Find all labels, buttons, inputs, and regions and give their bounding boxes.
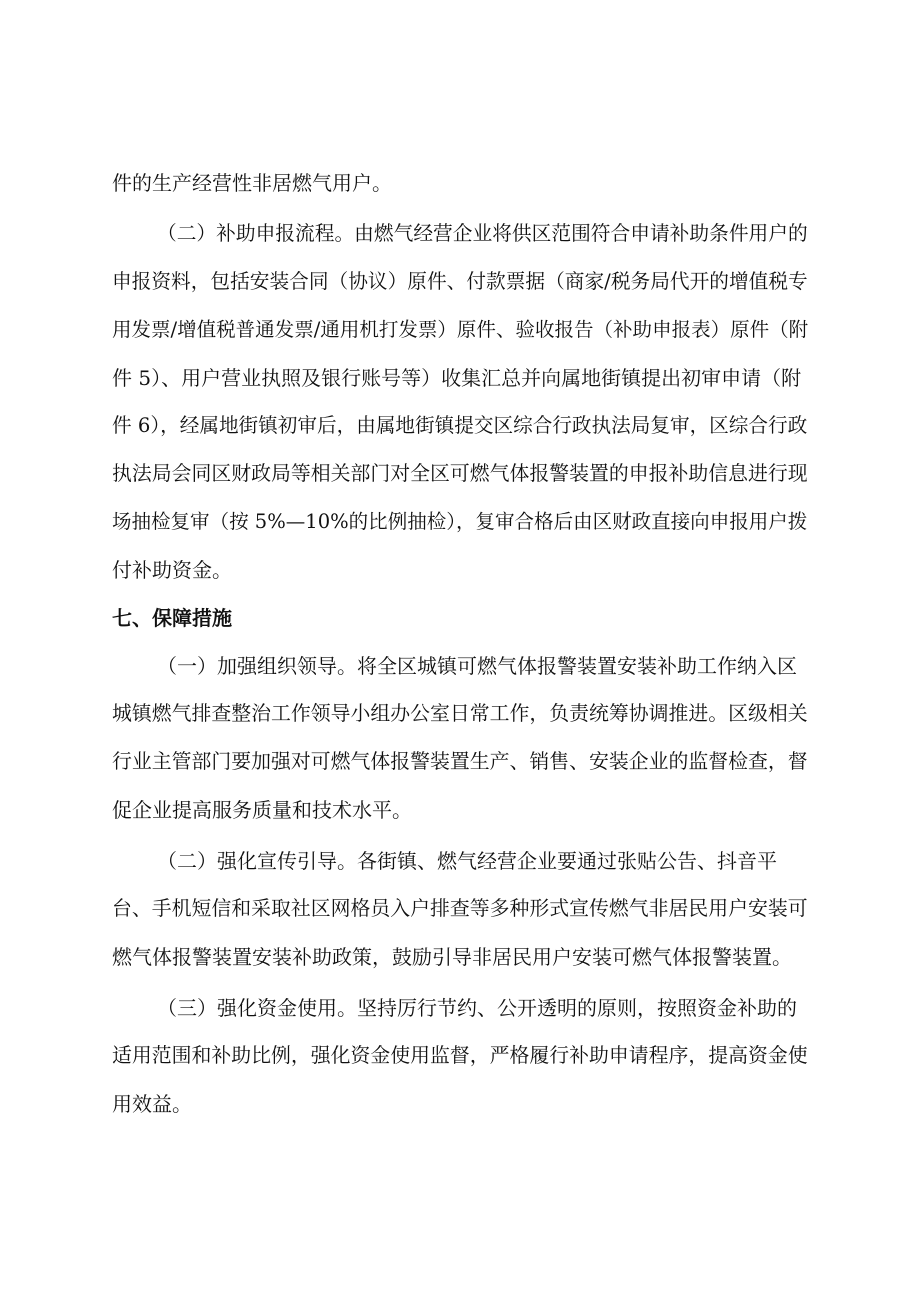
paragraph-subsidy-process-line: （二）补助申报流程。由燃气经营企业将供区范围符合申请补助条件用户的 [157, 222, 808, 245]
paragraph-continuation-line: 件的生产经营性非居燃气用户。 [112, 171, 392, 195]
paragraph-leadership-line: 行业主管部门要加强对可燃气体报警装置生产、销售、安装企业的监督检查，督 [112, 750, 808, 773]
paragraph-subsidy-process-line: 用发票/增值税普通发票/通用机打发票）原件、验收报告（补助申报表）原件（附 [112, 318, 809, 341]
section-heading: 七、保障措施 [112, 606, 232, 630]
paragraph-publicity-line: 燃气体报警装置安装补助政策，鼓励引导非居民用户安装可燃气体报警装置。 [112, 945, 792, 969]
paragraph-subsidy-process-line: 执法局会同区财政局等相关部门对全区可燃气体报警装置的申报补助信息进行现 [112, 462, 808, 485]
paragraph-publicity-line: 台、手机短信和采取社区网格员入户排查等多种形式宣传燃气非居民用户安装可 [112, 897, 808, 920]
paragraph-funds-line: 用效益。 [112, 1092, 192, 1116]
paragraph-subsidy-process-line: 件 5）、用户营业执照及银行账号等）收集汇总并向属地街镇提出初审申请（附 [112, 366, 802, 390]
paragraph-funds-line: 适用范围和补助比例，强化资金使用监督，严格履行补助申请程序，提高资金使 [112, 1044, 808, 1067]
paragraph-subsidy-process-line: 场抽检复审（按 5%—10%的比例抽检），复审合格后由区财政直接向申报用户拨 [112, 510, 808, 533]
paragraph-funds-line: （三）强化资金使用。坚持厉行节约、公开透明的原则，按照资金补助的 [157, 996, 797, 1020]
paragraph-leadership-line: 促企业提高服务质量和技术水平。 [112, 798, 412, 822]
paragraph-subsidy-process-line: 申报资料，包括安装合同（协议）原件、付款票据（商家/税务局代开的增值税专 [112, 270, 808, 293]
paragraph-leadership-line: 城镇燃气排查整治工作领导小组办公室日常工作，负责统筹协调推进。区级相关 [112, 702, 808, 725]
paragraph-leadership-line: （一）加强组织领导。将全区城镇可燃气体报警装置安装补助工作纳入区 [157, 654, 797, 678]
paragraph-subsidy-process-line: 件 6），经属地街镇初审后，由属地街镇提交区综合行政执法局复审，区综合行政 [112, 414, 808, 437]
paragraph-publicity-line: （二）强化宣传引导。各街镇、燃气经营企业要通过张贴公告、抖音平 [157, 849, 777, 873]
paragraph-subsidy-process-line: 付补助资金。 [112, 558, 232, 582]
